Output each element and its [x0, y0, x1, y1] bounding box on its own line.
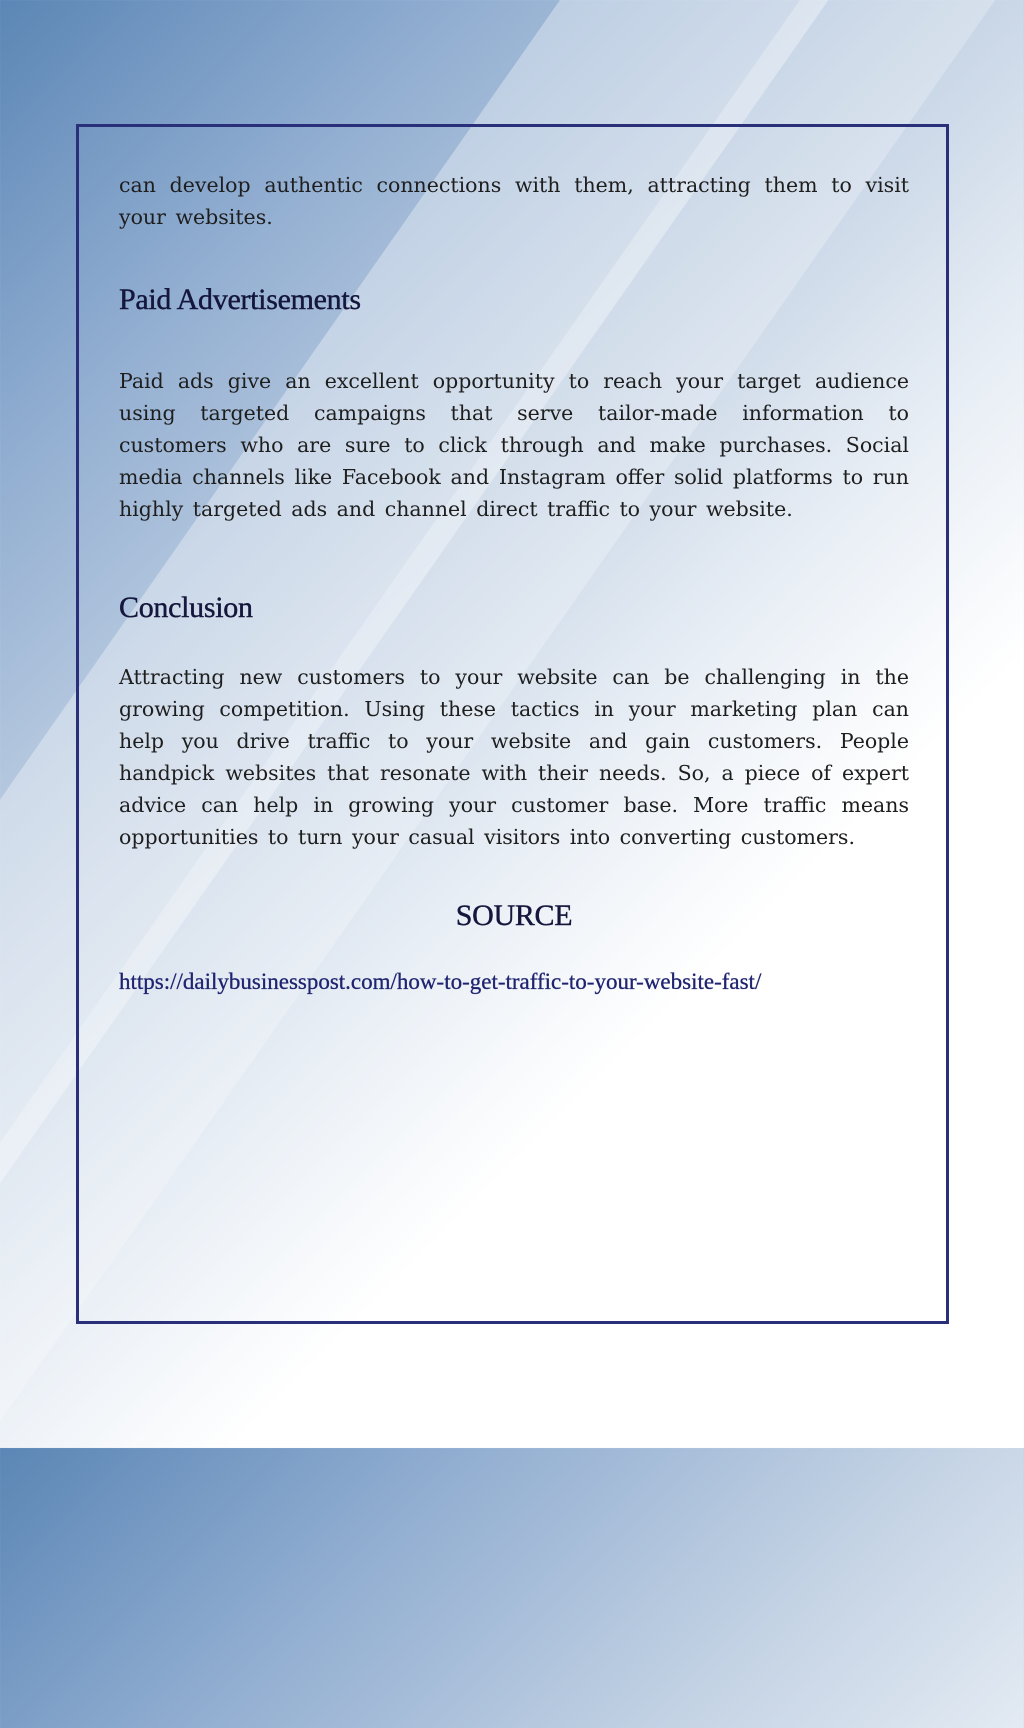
- source-heading: SOURCE: [455, 899, 573, 932]
- page-frame: [76, 124, 949, 1324]
- source-link[interactable]: https://dailybusinesspost.com/how-to-get-traffic-to-your-website-fast/: [119, 969, 762, 994]
- document-content: [119, 169, 909, 995]
- conclusion-paragraph: Attracting new customers to your website can be challenging in the growing competition. Using these tactics in your marketing plan can help you drive traffic to your website and gain customers. People handpick websites that resonate with their needs. So, a piece of expert advice can help in growing your customer base. More traffic means opportunities to turn your casual visitors into converting customers.: [119, 665, 909, 849]
- section-heading-conclusion: Conclusion: [119, 591, 253, 624]
- paid-advertisements-paragraph: Paid ads give an excellent opportunity to reach your target audience using targeted campaigns that serve tailor-made information to customers who are sure to click through and make purchases. Social media channels like Facebook and Instagram offer solid platforms to run highly targeted ads and channel direct traffic to your website.: [119, 369, 909, 521]
- intro-paragraph: can develop authentic connections with them, attracting them to visit your websites.: [119, 173, 909, 229]
- section-heading-paid-advertisements: Paid Advertisements: [119, 283, 361, 316]
